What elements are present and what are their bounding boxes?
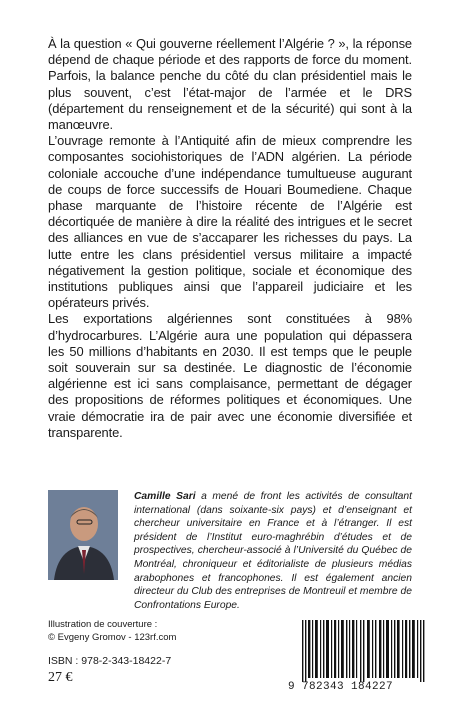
isbn: ISBN : 978-2-343-18422-7 xyxy=(48,655,172,667)
back-cover-text xyxy=(48,36,412,441)
paragraph-history: L’ouvrage remonte à l’Antiquité afin de mieux comprendre les composantes sociohistoriques de l’ADN algérien. La période coloniale accouche d’une indépendance tumultueuse augurant de coups de force successifs de Houari Boumediene. Chaque phase marquante de l’histoire récente de l’Algérie est décortiquée de manière à dire la réalité des intrigues et le secret des alliances en vue de s’accaparer les richesses du pays. La lutte entre les clans présidentiel versus militaire a impacté négativement la gestion politique, sociale et économique des institutions publiques ainsi que l’appareil judiciaire et les opérateurs privés. xyxy=(48,133,412,311)
price: 27 € xyxy=(48,670,73,685)
paragraph-intro: À la question « Qui gouverne réellement l’Algérie ? », la réponse dépend de chaque période et des rapports de force du moment. Parfois, la balance penche du côté du clan présidentiel mais le plus souvent, c’est l’état-major de l’armée et le DRS (département du renseignement et de la sécurité) qui sont à la manœuvre. xyxy=(48,36,412,133)
cover-credit-label: Illustration de couverture : xyxy=(48,619,158,630)
author-bio-text xyxy=(134,490,412,612)
paragraph-economy: Les exportations algériennes sont constituées à 98% d’hydrocarbures. L’Algérie aura une population qui dépassera les 50 millions d’habitants en 2030. Il est temps que le peuple soit souverain sur sa destinée. Le diagnostic de l’économie algérienne est ici sans complaisance, permettant de dégager des propositions de réformes politiques et économiques. Une vraie démocratie ira de pair avec une économie diversifiée et transparente. xyxy=(48,311,412,440)
author-bio-body: a mené de front les activités de consultant international (dans soixante-six pays) et d’enseignant et chercheur universitaire en France et à l’étranger. Il est président de l’Institut euro-maghrébin d’études et de prospectives, chercheur-associé à l’Université du Québec de Montréal, chroniqueur et éditorialiste de plusieurs médias arabophones et francophones. Il est également ancien directeur du Club des entreprises de Montreuil et membre de Confrontations Europe. xyxy=(134,491,412,611)
author-name: Camille Sari xyxy=(134,491,196,502)
cover-credit xyxy=(48,619,176,644)
barcode-number: 9 782343 184227 xyxy=(288,681,394,693)
cover-credit-source: © Evgeny Gromov - 123rf.com xyxy=(48,631,177,643)
author-photo xyxy=(48,490,118,580)
